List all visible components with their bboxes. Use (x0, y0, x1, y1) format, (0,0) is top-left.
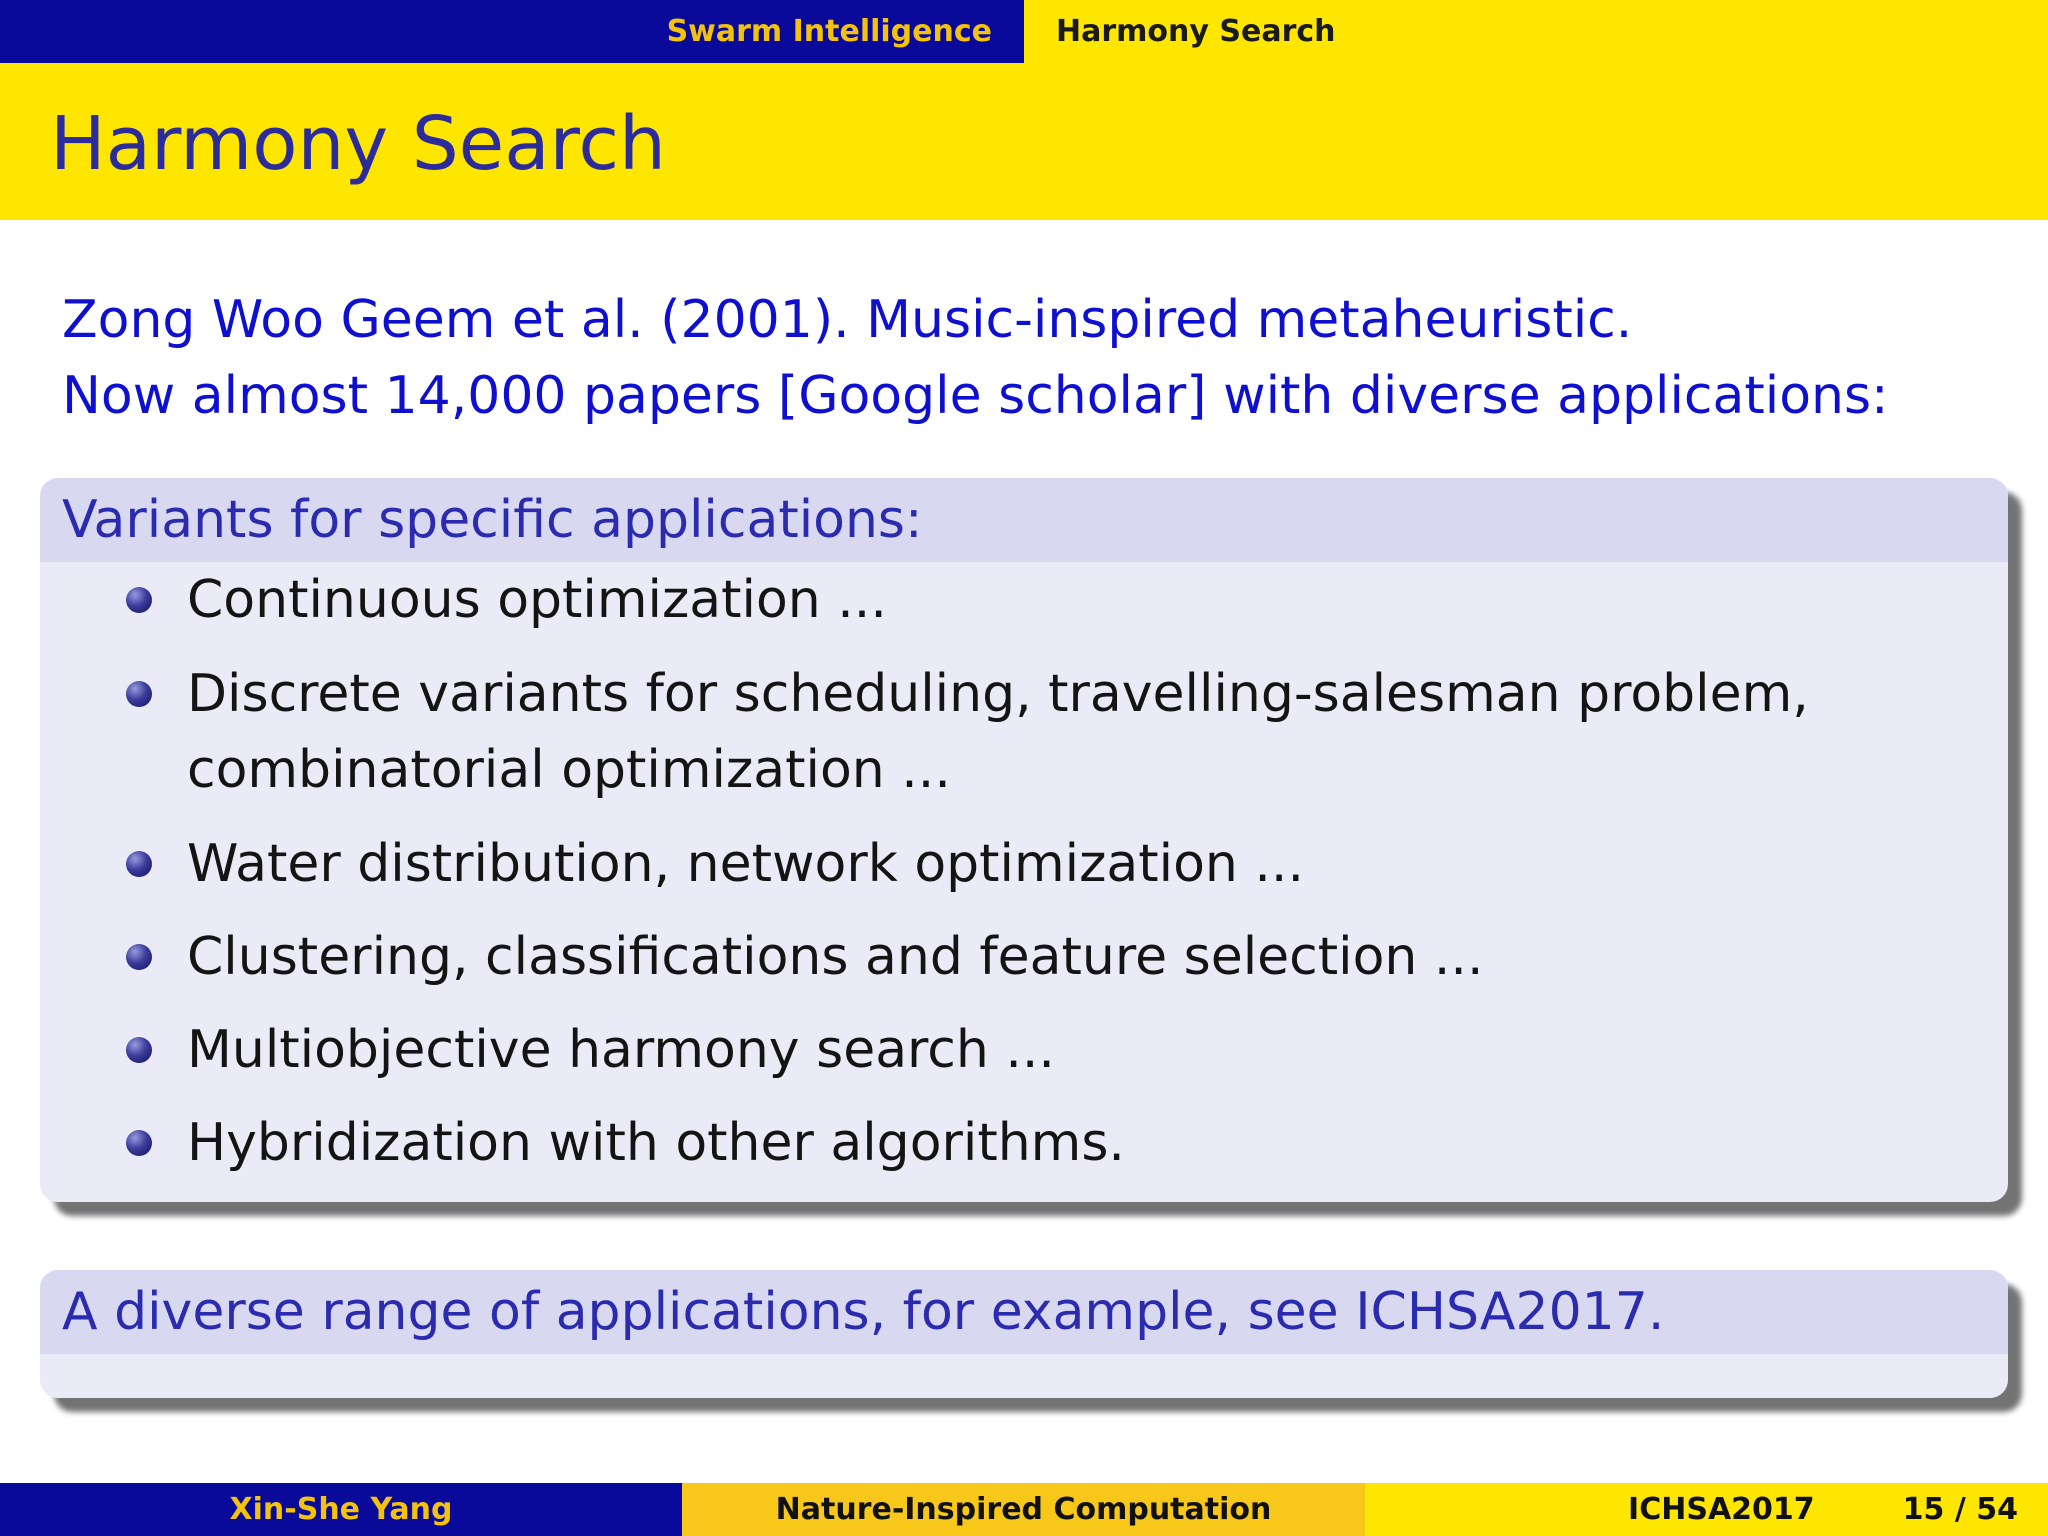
nav-subsection-area (1024, 0, 2048, 63)
applications-block-header (40, 1270, 2008, 1354)
frame-title-band (0, 63, 2048, 220)
list-item-text: Water distribution, network optimization ... (187, 834, 1304, 894)
applications-block-title: A diverse range of applications, for example, see ICHSA2017. (62, 1282, 1665, 1342)
intro-line-1: Zong Woo Geem et al. (2001). Music-inspired metaheuristic. (62, 290, 1633, 350)
bullet-icon (126, 681, 152, 707)
top-navigation-bar (0, 0, 2048, 63)
bullet-icon (126, 851, 152, 877)
variants-block (40, 478, 2008, 1202)
nav-subsection-link[interactable]: Harmony Search (1056, 14, 1336, 49)
footer-conference: ICHSA2017 (1628, 1492, 1815, 1527)
bullet-icon (126, 587, 152, 613)
intro-line-2: Now almost 14,000 papers [Google scholar] with diverse applications: (62, 366, 1889, 426)
frame-title: Harmony Search (50, 101, 666, 187)
bullet-icon (126, 1130, 152, 1156)
list-item-text: Multiobjective harmony search ... (187, 1020, 1055, 1080)
list-item-text: Discrete variants for scheduling, travelling-salesman problem, combinatorial optimization ... (187, 664, 1809, 800)
list-item-text: Continuous optimization ... (187, 570, 887, 630)
list-item-text: Hybridization with other algorithms. (187, 1113, 1125, 1173)
applications-block (40, 1270, 2008, 1398)
nav-section-link[interactable]: Swarm Intelligence (666, 14, 992, 49)
variants-block-title: Variants for specific applications: (62, 490, 923, 550)
footer-author-text: Xin-She Yang (229, 1492, 453, 1527)
footer-talk-title (682, 1483, 1365, 1536)
list-item-text: Clustering, classifications and feature selection ... (187, 927, 1484, 987)
footer-author (0, 1483, 682, 1536)
footer-talk-title-text: Nature-Inspired Computation (775, 1492, 1272, 1527)
nav-section-area (0, 0, 1024, 63)
variants-block-header (40, 478, 2008, 562)
footer-page-number: 15 / 54 (1902, 1492, 2018, 1527)
footer-bar (0, 1483, 2048, 1536)
bullet-icon (126, 944, 152, 970)
footer-right (1365, 1483, 2048, 1536)
bullet-icon (126, 1037, 152, 1063)
